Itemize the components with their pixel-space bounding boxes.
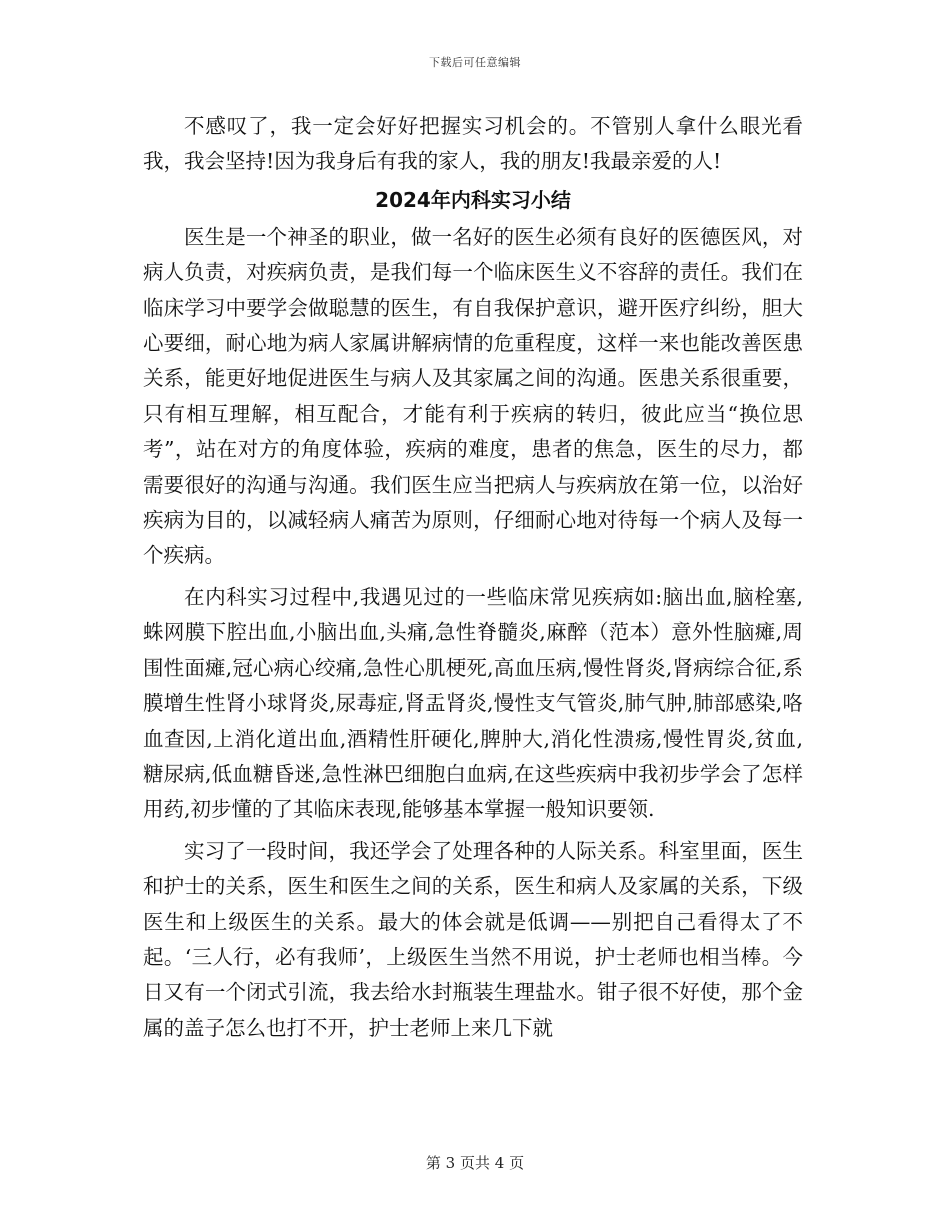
- intro-paragraph: 不感叹了，我一定会好好把握实习机会的。不管别人拿什么眼光看我，我会坚持!因为我身后有我的家人，我的朋友!我最亲爱的人!: [143, 114, 803, 174]
- section-title: 2024年内科实习小结: [375, 187, 571, 212]
- paragraph-1: 医生是一个神圣的职业，做一名好的医生必须有良好的医德医风，对病人负责，对疾病负责，是我们每一个临床医生义不容辞的责任。我们在临床学习中要学会做聪慧的医生，有自我保护意识，避开医疗纠纷，胆大心要细，耐心地为病人家属讲解病情的危重程度，这样一来也能改善医患关系，能更好地促进医生与病人及其家属之间的沟通。医患关系很重要，只有相互理解，相互配合，才能有利于疾病的转归，彼此应当“换位思考”，站在对方的角度体验，疾病的难度，患者的焦急，医生的尽力，都需要很好的沟通与沟通。我们医生应当把病人与疾病放在第一位，以治好疾病为目的，以减轻病人痛苦为原则，仔细耐心地对待每一个病人及每一个疾病。: [143, 224, 803, 568]
- paragraph-2: 在内科实习过程中,我遇见过的一些临床常见疾病如:脑出血,脑栓塞,蛛网膜下腔出血,小脑出血,头痛,急性脊髓炎,麻醉（范本）意外性脑瘫,周围性面瘫,冠心病心绞痛,急性心肌梗死,高血压病,慢性肾炎,肾病综合征,系膜增生性肾小球肾炎,尿毒症,肾盂肾炎,慢性支气管炎,肺气肿,肺部感染,咯血查因,上消化道出血,酒精性肝硬化,脾肿大,消化性溃疡,慢性胃炎,贫血,糖尿病,低血糖昏迷,急性淋巴细胞白血病,在这些疾病中我初步学会了怎样用药,初步懂的了其临床表现,能够基本掌握一般知识要领.: [143, 584, 803, 822]
- paragraph-3: 实习了一段时间，我还学会了处理各种的人际关系。科室里面，医生和护士的关系，医生和医生之间的关系，医生和病人及家属的关系，下级医生和上级医生的关系。最大的体会就是低调——别把自己看得太了不起。‘三人行，必有我师’，上级医生当然不用说，护士老师也相当棒。今日又有一个闭式引流，我去给水封瓶装生理盐水。钳子很不好使，那个金属的盖子怎么也打不开，护士老师上来几下就: [143, 838, 803, 1040]
- document-body: [143, 109, 803, 1046]
- page-number: 第 3 页共 4 页: [425, 1154, 525, 1172]
- header-note: 下载后可任意编辑: [429, 56, 521, 69]
